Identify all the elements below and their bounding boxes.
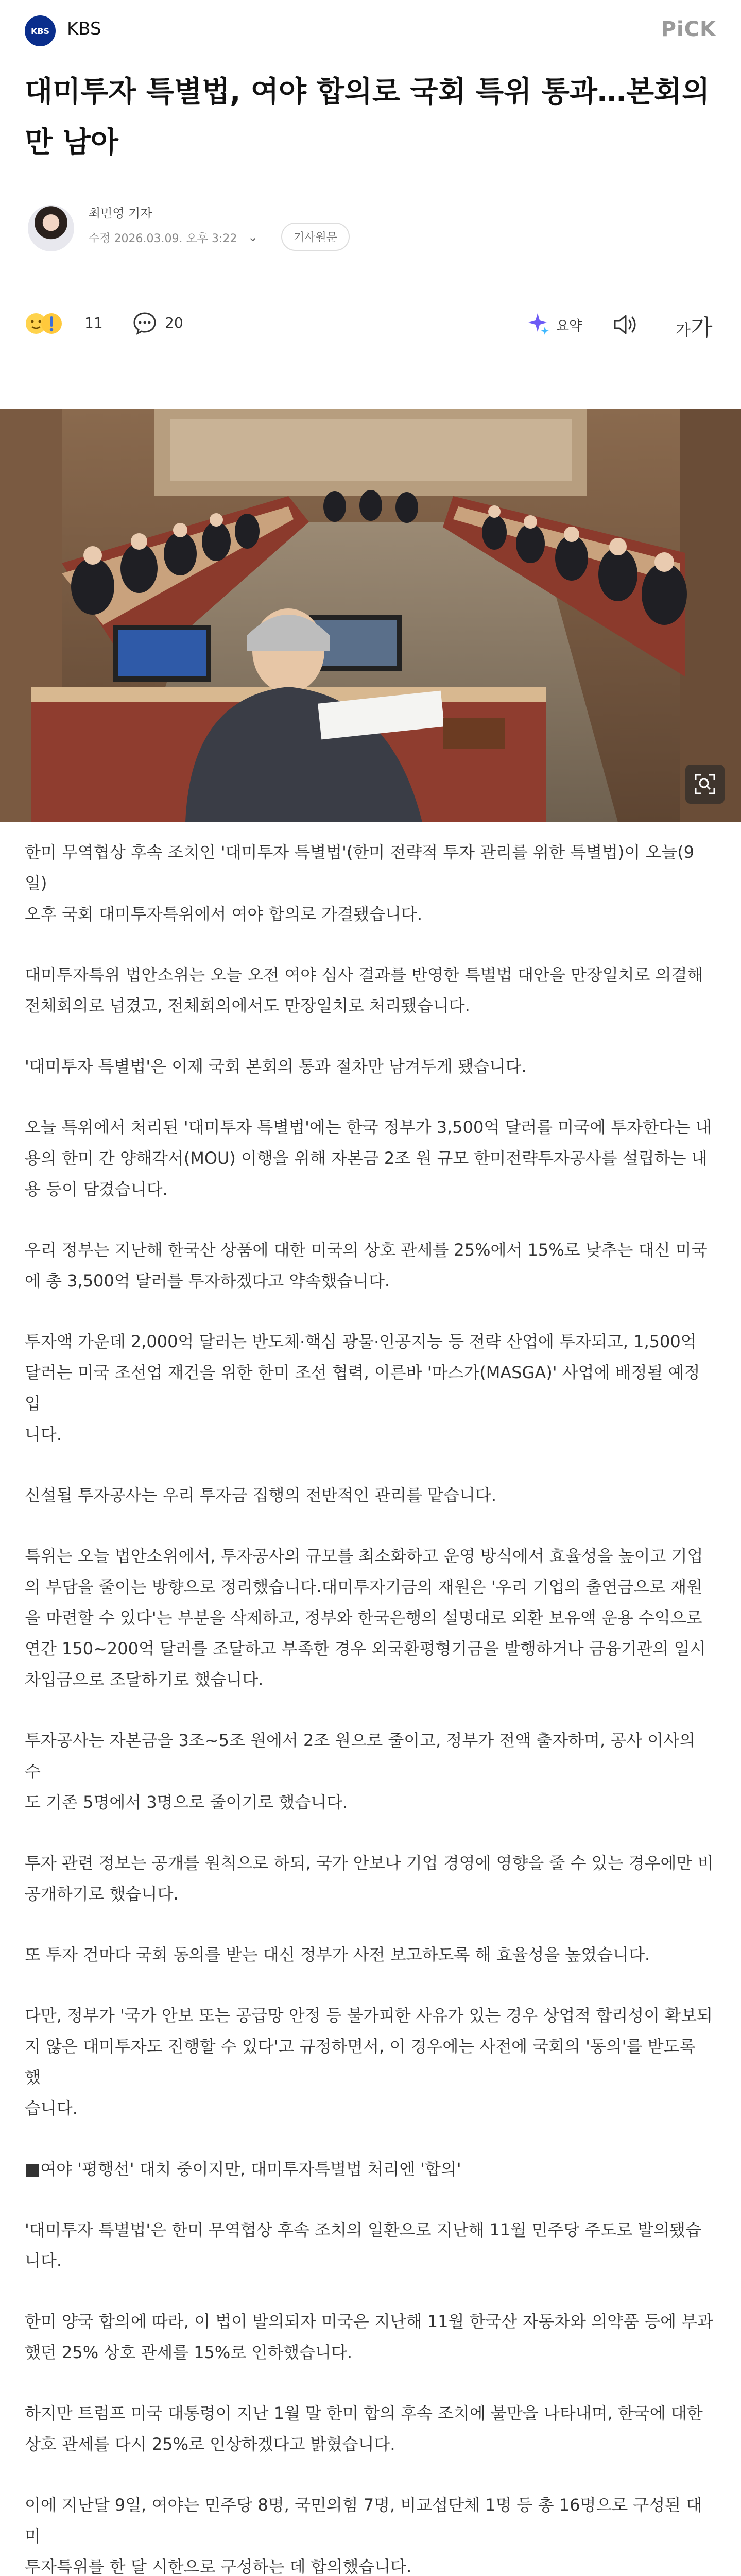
article-photo[interactable] bbox=[0, 409, 741, 822]
comment-count: 20 bbox=[165, 314, 183, 331]
reporter-avatar[interactable] bbox=[28, 205, 74, 251]
top-bar bbox=[0, 0, 741, 62]
paragraph: 다만, 정부가 '국가 안보 또는 공급망 안정 등 불가피한 사유가 있는 경우 상업적 합리성이 확보되 지 않은 대미투자도 진행할 수 있다'고 규정하면서, 이 경우에는 사전에 국회의 '동의'를 받도록 했 습니다. bbox=[25, 2006, 713, 2118]
paragraph: 하지만 트럼프 미국 대통령이 지난 1월 말 한미 합의 후속 조치에 불만을 나타내며, 한국에 대한 상호 관세를 다시 25%로 인상하겠다고 밝혔습니다. bbox=[25, 2403, 703, 2454]
paragraph: 또 투자 건마다 국회 동의를 받는 대신 정부가 사전 보고하도록 해 효율성을 높였습니다. bbox=[25, 1945, 650, 1964]
speaker-icon[interactable] bbox=[611, 310, 640, 339]
font-size-icon[interactable] bbox=[676, 309, 713, 342]
original-article-button[interactable]: 기사원문 bbox=[281, 223, 350, 251]
reaction-count: 11 bbox=[84, 314, 103, 331]
reaction-emoji-icon[interactable] bbox=[25, 311, 67, 336]
section-heading: ■여야 '평행선' 대치 중이지만, 대미투자특별법 처리엔 '합의' bbox=[25, 2159, 461, 2179]
paragraph: '대미투자 특별법'은 한미 무역협상 후속 조치의 일환으로 지난해 11월 민주당 주도로 발의됐습 니다. bbox=[25, 2220, 701, 2270]
byline bbox=[25, 201, 715, 258]
paragraph: 신설될 투자공사는 우리 투자금 집행의 전반적인 관리를 맡습니다. bbox=[25, 1485, 497, 1505]
paragraph: 한미 양국 합의에 따라, 이 법이 발의되자 미국은 지난해 11월 한국산 자동차와 의약품 등에 부과 했던 25% 상호 관세를 15%로 인하했습니다. bbox=[25, 2312, 714, 2362]
comment-icon[interactable] bbox=[132, 310, 158, 336]
summary-sparkle-icon[interactable] bbox=[525, 311, 550, 336]
paragraph: 대미투자특위 법안소위는 오늘 오전 여야 심사 결과를 반영한 특별법 대안을 만장일치로 의결해 전체회의로 넘겼고, 전체회의에서도 만장일치로 처리됐습니다. bbox=[25, 965, 703, 1015]
paragraph: 투자액 가운데 2,000억 달러는 반도체·핵심 광물·인공지능 등 전략 산업에 투자되고, 1,500억 달러는 미국 조선업 재건을 위한 한미 조선 협력, 이른바 '마스가(MASGA)' 사업에 배정될 예정입 니다. bbox=[25, 1332, 700, 1444]
paragraph: 이에 지난달 9일, 여야는 민주당 8명, 국민의힘 7명, 비교섭단체 1명 등 총 16명으로 구성된 대미 투자특위를 한 달 시한으로 구성하는 데 합의했습니다. bbox=[25, 2495, 702, 2576]
font-size-small-label: 가 bbox=[676, 321, 691, 340]
zoom-button[interactable] bbox=[685, 765, 725, 804]
paragraph: 오늘 특위에서 처리된 '대미투자 특별법'에는 한국 정부가 3,500억 달러를 미국에 투자한다는 내 용의 한미 간 양해각서(MOU) 이행을 위해 자본금 2조 원 규모 한미전략투자공사를 설립하는 내 용 등이 담겼습니다. bbox=[25, 1117, 712, 1199]
committee-meeting-photo bbox=[0, 409, 741, 822]
paragraph: 투자공사는 자본금을 3조~5조 원에서 2조 원으로 줄이고, 정부가 전액 출자하며, 공사 이사의 수 도 기존 5명에서 3명으로 줄이기로 했습니다. bbox=[25, 1731, 696, 1812]
modified-time: 수정 2026.03.09. 오후 3:22 bbox=[89, 232, 237, 245]
paragraph: '대미투자 특별법'은 이제 국회 본회의 통과 절차만 남겨두게 됐습니다. bbox=[25, 1057, 527, 1076]
summary-button[interactable]: 요약 bbox=[556, 318, 582, 334]
paragraph: 한미 무역협상 후속 조치인 '대미투자 특별법'(한미 전략적 투자 관리를 위한 특별법)이 오늘(9일) 오후 국회 대미투자특위에서 여야 합의로 가결됐습니다. bbox=[25, 842, 695, 924]
press-name[interactable]: KBS bbox=[67, 19, 101, 39]
paragraph: 특위는 오늘 법안소위에서, 투자공사의 규모를 최소화하고 운영 방식에서 효율성을 높이고 기업 의 부담을 줄이는 방향으로 정리했습니다.대미투자기금의 재원은 '우리 기업의 출연금으로 재원 을 마련할 수 있다'는 부분을 삭제하고, 정부와 한국은행의 설명대로 외환 보유액 운용 수익으로 연간 150~200억 달러를 조달하고 부족한 경우 외국환평형기금을 발행하거나 금융기관의 일시 차입금으로 조달하기로 했습니다. bbox=[25, 1546, 706, 1689]
paragraph: 우리 정부는 지난해 한국산 상품에 대한 미국의 상호 관세를 25%에서 15%로 낮추는 대신 미국 에 총 3,500억 달러를 투자하겠다고 약속했습니다. bbox=[25, 1240, 708, 1291]
zoom-icon bbox=[694, 773, 716, 795]
paragraph: 투자 관련 정보는 공개를 원칙으로 하되, 국가 안보나 기업 경영에 영향을 줄 수 있는 경우에만 비 공개하기로 했습니다. bbox=[25, 1853, 714, 1904]
reporter-name[interactable]: 최민영 기자 bbox=[89, 206, 152, 221]
kbs-logo[interactable]: KBS bbox=[25, 15, 56, 46]
article-body bbox=[25, 837, 715, 2576]
font-size-big-label: 가 bbox=[690, 315, 713, 341]
pick-badge: PiCK bbox=[661, 18, 716, 41]
article-headline: 대미투자 특별법, 여야 합의로 국회 특위 통과…본회의만 남아 bbox=[25, 75, 710, 159]
action-bar bbox=[25, 304, 715, 345]
chevron-down-icon[interactable]: ⌄ bbox=[248, 230, 259, 244]
